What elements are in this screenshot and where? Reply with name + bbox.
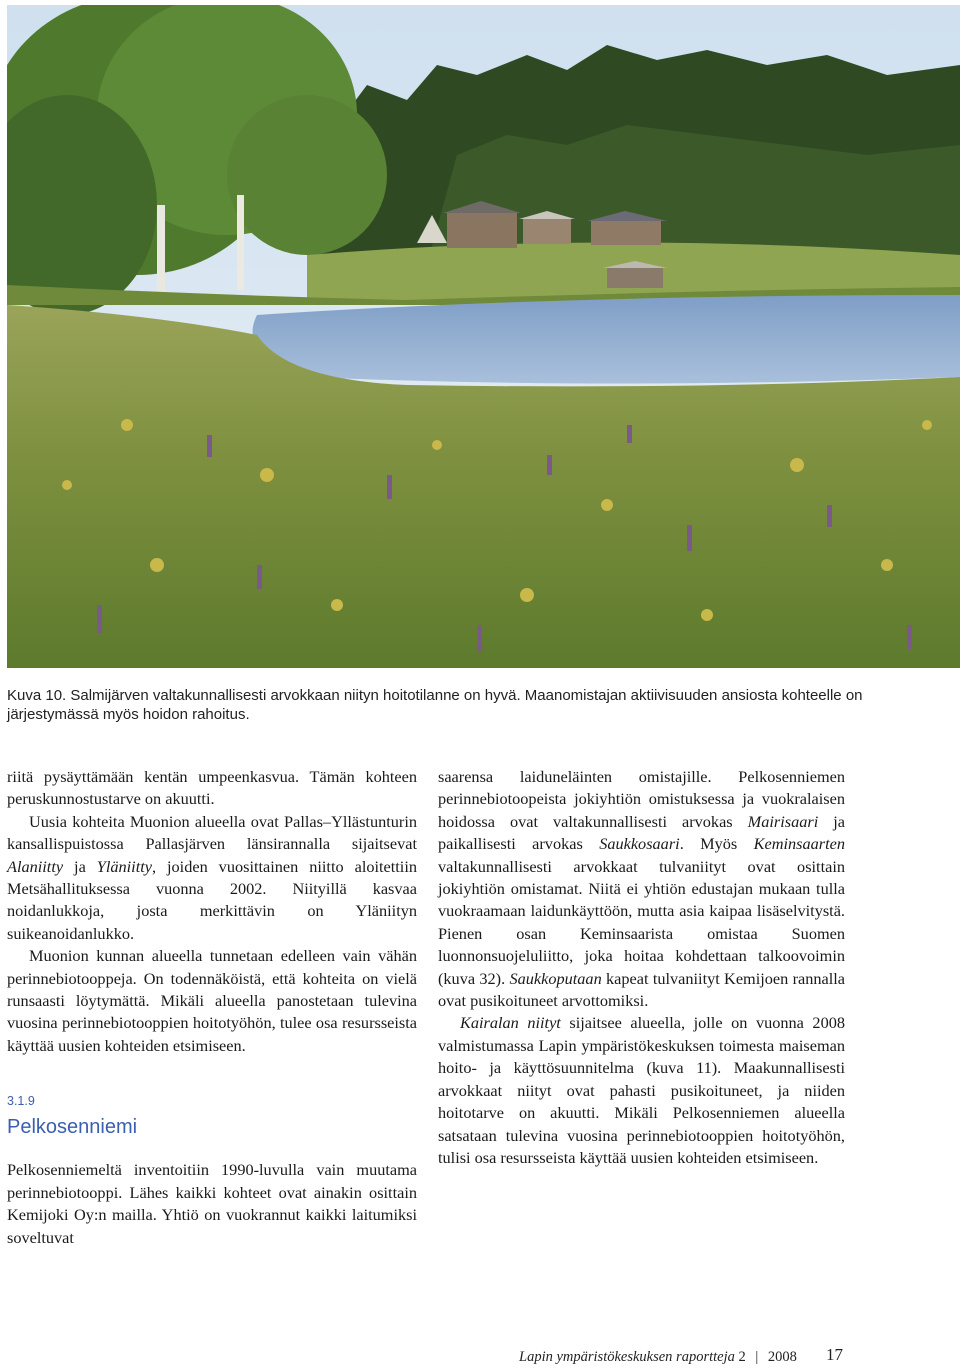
paragraph: [438, 766, 845, 1012]
paragraph: [7, 811, 417, 945]
figure-caption: Kuva 10. Salmijärven valtakunnallisesti arvokkaan niityn hoitotilanne on hyvä. Maanomistajan aktiivisuuden ansiosta kohteelle on järjestymässä myös hoidon rahoitus.: [7, 687, 863, 723]
text-run: sijaitsee alueella, jolle on vuonna 2008 valmistumassa Lapin ympäristökeskuksen toimesta maiseman hoito- ja käyttösuunnitelma (kuva 11). Maakunnallisesti arvokkaat niityt ovat pahasti pusikoituneet, ja niiden hoitotarve on akuutti. Mikäli Pelkosenniemen alueella satsataan tulevina vuosina perinnebiotooppien hoitotyöhön, tulisi osa resursseista käyttää uusien kohteiden etsimiseen.: [438, 1013, 845, 1167]
text-run: , joiden vuosittainen niitto aloitettiin Metsähallituksessa vuonna 2002. Niityillä kasvaa noidanlukkoja, josta merkittävin on Yläniityn suikeanoidanlukko.: [7, 856, 417, 943]
place-name: Yläniitty: [96, 856, 152, 876]
footer-separator: |: [755, 1349, 759, 1365]
place-name: Saukkoputaan: [509, 968, 602, 988]
paragraph: Muonion kunnan alueella tunnetaan edelleen vain vähän perinnebiotooppeja. On todennäköistä, että kohteita on vielä runsaasti löytymättä. Mikäli alueella panostetaan tulevina vuosina perinnebiotooppien hoitotyöhön, tulee osa resursseista käyttää uusien kohteiden etsimiseen.: [7, 946, 417, 1055]
text-run: Uusia kohteita Muonion alueella ovat Pallas–Yllästunturin kansallispuistossa Pallasjärven länsirannalla sijaitsevat: [7, 811, 417, 854]
left-column: [7, 766, 417, 1249]
paragraph: riitä pysäyttämään kentän umpeenkasvua. Tämän kohteen peruskunnostustarve on akuutti.: [7, 767, 417, 809]
meadow-lake-photo: [7, 5, 960, 668]
text-run: . Myös: [679, 834, 754, 854]
photo-illustration: [7, 5, 960, 668]
paragraph: Pelkosenniemeltä inventoitiin 1990-luvulla vain muutama perinnebiotooppi. Lähes kaikki kohteet ovat ainakin osittain Kemijoki Oy:n mailla. Yhtiö on vuokrannut kaikki laitumiksi soveltuvat: [7, 1160, 417, 1247]
page-footer: [519, 1345, 939, 1366]
right-column: [438, 766, 845, 1169]
place-name: Alaniitty: [7, 856, 64, 876]
text-run: ja paikallisesti arvokas: [438, 811, 845, 854]
place-name: Kairalan niityt: [460, 1013, 561, 1033]
publication-year: 2008: [767, 1349, 797, 1365]
text-run: valtakunnallisesti arvokkaat tulvaniityt ovat osittain jokiyhtiön omistamat. Niitä ei yhtiön edustajan mukaan tulla vuokraamaan laidunkäyttöön, mutta asia kaipaa lisäselvitystä. Pienen osan Keminsaarista omistaa Suomen luonnonsuojeluliitto, joka hoitaa kohdettaan talkoovoimin (kuva 32).: [438, 856, 845, 988]
place-name: Keminsaarten: [753, 834, 845, 854]
text-run: ja: [63, 856, 97, 876]
place-name: Mairisaari: [747, 811, 819, 831]
place-name: Saukkosaari: [599, 834, 680, 854]
paragraph: [438, 1012, 845, 1169]
section-title: Pelkosenniemi: [7, 1116, 138, 1139]
text-run: kapeat tulvaniityt Kemijoen rannalla ovat pusikoituneet arvottomiksi.: [438, 968, 846, 1011]
issue-number: 2: [738, 1349, 746, 1365]
section-number: 3.1.9: [7, 1094, 35, 1109]
text-run: saarensa laiduneläinten omistajille. Pelkosenniemen perinnebiotoopeista jokiyhtiön omistuksessa ja vuokralaisen hoidossa ovat valtakunnallisesti arvokas: [438, 767, 845, 831]
page-number: 17: [826, 1345, 843, 1364]
publication-title: Lapin ympäristökeskuksen raportteja: [519, 1349, 735, 1365]
